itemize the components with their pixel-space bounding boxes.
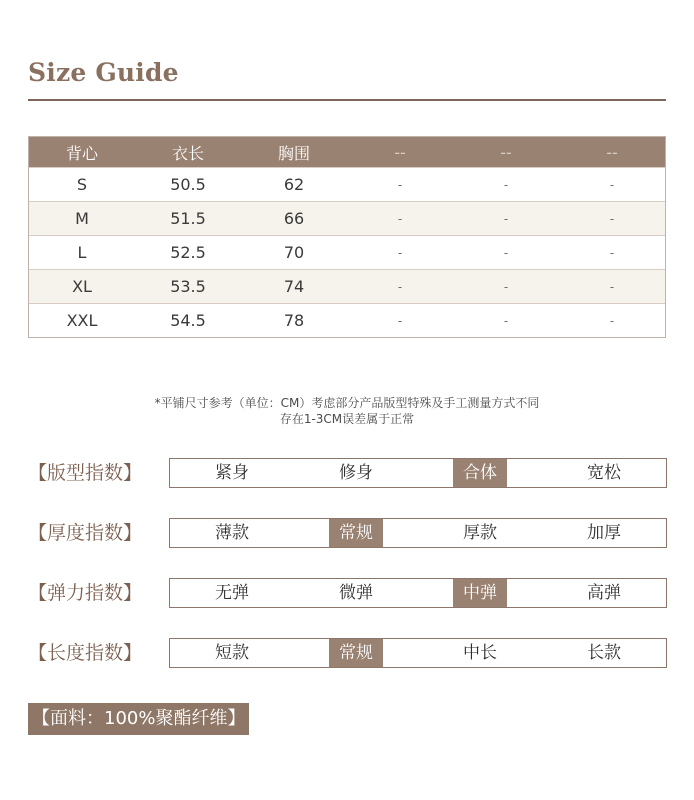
thickness-option <box>170 519 294 547</box>
table-cell: - <box>397 211 403 226</box>
table-cell: 62 <box>283 175 305 194</box>
stretch-option-label: 无弹 <box>215 583 249 603</box>
fit-option-selected <box>418 459 542 487</box>
thickness-index-scale <box>169 518 667 548</box>
table-header-cell: 背心 <box>65 143 98 163</box>
stretch-option-label: 微弹 <box>339 583 373 603</box>
length-option <box>170 639 294 667</box>
table-cell: - <box>609 245 615 260</box>
fabric-label: 【面料：100%聚酯纤维】 <box>28 703 249 735</box>
fit-option <box>170 459 294 487</box>
table-header-row <box>29 137 665 167</box>
fit-option-label: 紧身 <box>215 463 249 483</box>
table-cell: - <box>397 245 403 260</box>
thickness-option-selected <box>294 519 418 547</box>
note-line-2: 存在1-3CM误差属于正常 <box>279 412 415 426</box>
table-header-cell: -- <box>394 142 406 162</box>
table-cell: - <box>397 313 403 328</box>
table-cell: XXL <box>66 311 98 330</box>
length-option-label: 长款 <box>587 643 621 663</box>
table-cell: M <box>75 209 89 228</box>
stretch-option-selected <box>418 579 542 607</box>
length-option-label: 短款 <box>215 643 249 663</box>
table-cell: 54.5 <box>170 311 206 330</box>
table-cell: - <box>609 313 615 328</box>
table-row <box>29 269 665 303</box>
measurement-note <box>0 395 694 427</box>
table-cell: - <box>503 279 509 294</box>
table-header-cell: 衣长 <box>171 143 204 163</box>
thickness-option-label: 厚款 <box>463 523 497 543</box>
thickness-index-row <box>28 518 666 548</box>
fit-index-row <box>28 458 666 488</box>
table-cell: 50.5 <box>170 175 206 194</box>
size-table <box>28 136 666 338</box>
table-row <box>29 201 665 235</box>
table-cell: 52.5 <box>170 243 206 262</box>
length-option-label: 中长 <box>463 643 497 663</box>
table-row <box>29 235 665 269</box>
table-header-cell: -- <box>500 142 512 162</box>
note-line-1: *平铺尺寸参考（单位：CM）考虑部分产品版型特殊及手工测量方式不同 <box>154 396 540 410</box>
table-cell: - <box>609 211 615 226</box>
table-cell: - <box>397 279 403 294</box>
fit-option <box>542 459 666 487</box>
table-header-cell: 胸围 <box>277 143 310 163</box>
length-option-selected <box>294 639 418 667</box>
thickness-index-label: 【厚度指数】 <box>28 522 143 544</box>
stretch-option <box>170 579 294 607</box>
fit-index-scale <box>169 458 667 488</box>
page-title: Size Guide <box>28 58 179 87</box>
length-option <box>418 639 542 667</box>
thickness-option-label: 加厚 <box>587 523 621 543</box>
table-row <box>29 303 665 337</box>
stretch-index-scale <box>169 578 667 608</box>
length-index-row <box>28 638 666 668</box>
table-cell: 53.5 <box>170 277 206 296</box>
title-divider <box>28 99 666 101</box>
table-cell: - <box>609 279 615 294</box>
table-cell: - <box>503 245 509 260</box>
table-cell: S <box>76 175 88 194</box>
thickness-option-label: 薄款 <box>215 523 249 543</box>
table-cell: - <box>609 177 615 192</box>
table-header-cell: -- <box>606 142 618 162</box>
thickness-option <box>418 519 542 547</box>
table-cell: 70 <box>283 243 305 262</box>
table-cell: - <box>503 313 509 328</box>
table-cell: - <box>503 211 509 226</box>
thickness-option-label: 常规 <box>329 519 383 547</box>
stretch-option-label: 高弹 <box>587 583 621 603</box>
thickness-option <box>542 519 666 547</box>
length-option <box>542 639 666 667</box>
fit-option-label: 修身 <box>339 463 373 483</box>
stretch-option <box>542 579 666 607</box>
table-row <box>29 167 665 201</box>
stretch-index-label: 【弹力指数】 <box>28 582 143 604</box>
stretch-option <box>294 579 418 607</box>
stretch-option-label: 中弹 <box>453 579 507 607</box>
length-index-scale <box>169 638 667 668</box>
table-cell: XL <box>72 277 92 296</box>
fit-option-label: 宽松 <box>587 463 621 483</box>
table-cell: - <box>503 177 509 192</box>
fit-option-label: 合体 <box>453 459 507 487</box>
stretch-index-row <box>28 578 666 608</box>
table-cell: 51.5 <box>170 209 206 228</box>
length-option-label: 常规 <box>329 639 383 667</box>
table-cell: - <box>397 177 403 192</box>
table-cell: 78 <box>283 311 305 330</box>
table-cell: 66 <box>283 209 305 228</box>
length-index-label: 【长度指数】 <box>28 642 143 664</box>
fit-index-label: 【版型指数】 <box>28 462 143 484</box>
fit-option <box>294 459 418 487</box>
table-cell: L <box>77 243 87 262</box>
table-cell: 74 <box>283 277 305 296</box>
